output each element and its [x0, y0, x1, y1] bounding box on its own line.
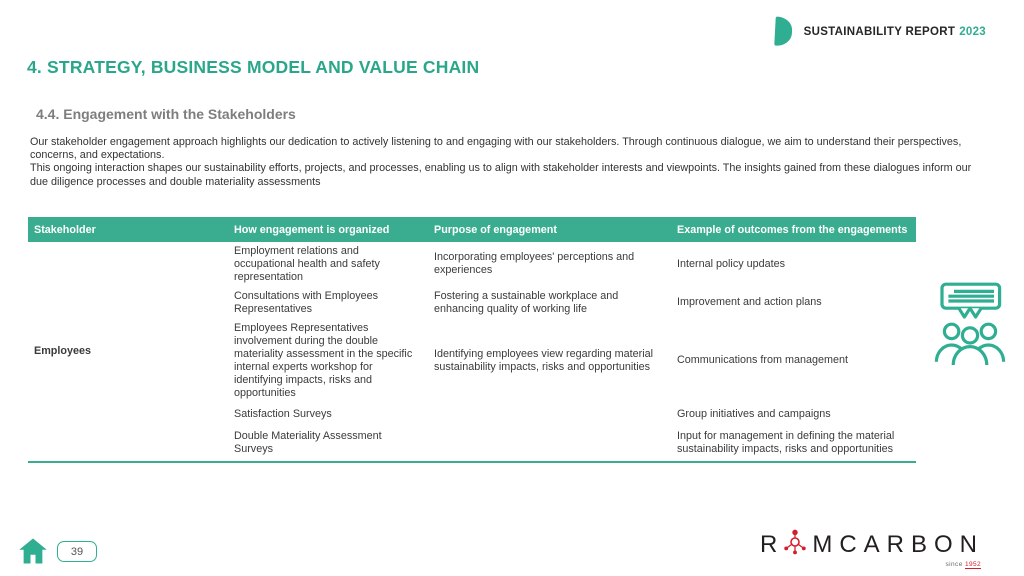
purpose-cell: Identifying employees view regarding material sustainability impacts, risks and opportunities	[434, 347, 654, 373]
col-header-outcomes: Example of outcomes from the engagements	[671, 217, 916, 242]
section-subtitle: 4.4. Engagement with the Stakeholders	[36, 106, 296, 122]
purpose-cell: Fostering a sustainable workplace and enhancing quality of working life	[434, 289, 619, 315]
intro-paragraph-2: This ongoing interaction shapes our sustainability efforts, projects, and processes, enabling us to align with stakeholder interests and viewpoints. The insights gained from these dialogues inform our due diligence processes and double materiality assessments	[30, 162, 972, 188]
how-cell: Consultations with Employees Representatives	[234, 289, 379, 315]
report-badge-label	[804, 26, 986, 38]
intro-paragraph-1: Our stakeholder engagement approach highlights our dedication to actively listening to and engaging with our stakeholders. Through continuous dialogue, we aim to understand their perspectives, concerns, and expectations.	[30, 136, 962, 162]
col-header-purpose: Purpose of engagement	[428, 217, 671, 242]
outcome-cell: Improvement and action plans	[677, 296, 822, 309]
report-title: SUSTAINABILITY REPORT	[803, 25, 956, 38]
report-badge	[775, 17, 986, 46]
logo-wordmark	[760, 529, 984, 560]
tagline-since: since	[945, 561, 963, 568]
col-header-stakeholder: Stakeholder	[28, 217, 228, 242]
how-cell: Satisfaction Surveys	[234, 407, 332, 420]
report-year: 2023	[959, 25, 986, 38]
intro-paragraphs	[30, 136, 976, 189]
leaf-icon	[774, 17, 792, 47]
tagline-year: 1952	[964, 561, 981, 568]
table-row	[28, 242, 916, 287]
outcome-cell: Input for management in defining the material sustainability impacts, risks and opportunities	[677, 430, 895, 456]
how-cell: Double Materiality Assessment Surveys	[234, 430, 382, 456]
how-cell: Employment relations and occupational health and safety representation	[234, 245, 380, 283]
purpose-cell	[428, 403, 671, 426]
logo-letters-mcarbon: MCARBON	[812, 530, 984, 558]
logo-letter-r: R	[759, 530, 785, 558]
outcome-cell: Internal policy updates	[677, 257, 786, 270]
logo-tagline	[760, 561, 984, 568]
purpose-cell	[428, 426, 671, 462]
stakeholder-table	[28, 217, 916, 463]
how-cell: Employees Representatives involvement during the double materiality assessment in the specific internal experts workshop for identifying impacts, risks and opportunities	[234, 321, 413, 399]
purpose-cell: Incorporating employees' perceptions and experiences	[434, 251, 635, 277]
page-title: 4. STRATEGY, BUSINESS MODEL AND VALUE CHAIN	[27, 57, 480, 77]
home-button[interactable]	[18, 537, 48, 565]
group-discussion-icon	[930, 279, 1010, 371]
romcarbon-logo	[760, 529, 984, 568]
page-number: 39	[70, 545, 84, 558]
outcome-cell: Group initiatives and campaigns	[677, 407, 831, 420]
table-header-row	[28, 217, 916, 242]
page-number-badge	[57, 541, 97, 562]
molecule-icon	[783, 529, 807, 560]
stakeholder-name: Employees	[34, 344, 92, 357]
outcome-cell: Communications from management	[677, 354, 849, 367]
col-header-how: How engagement is organized	[228, 217, 428, 242]
